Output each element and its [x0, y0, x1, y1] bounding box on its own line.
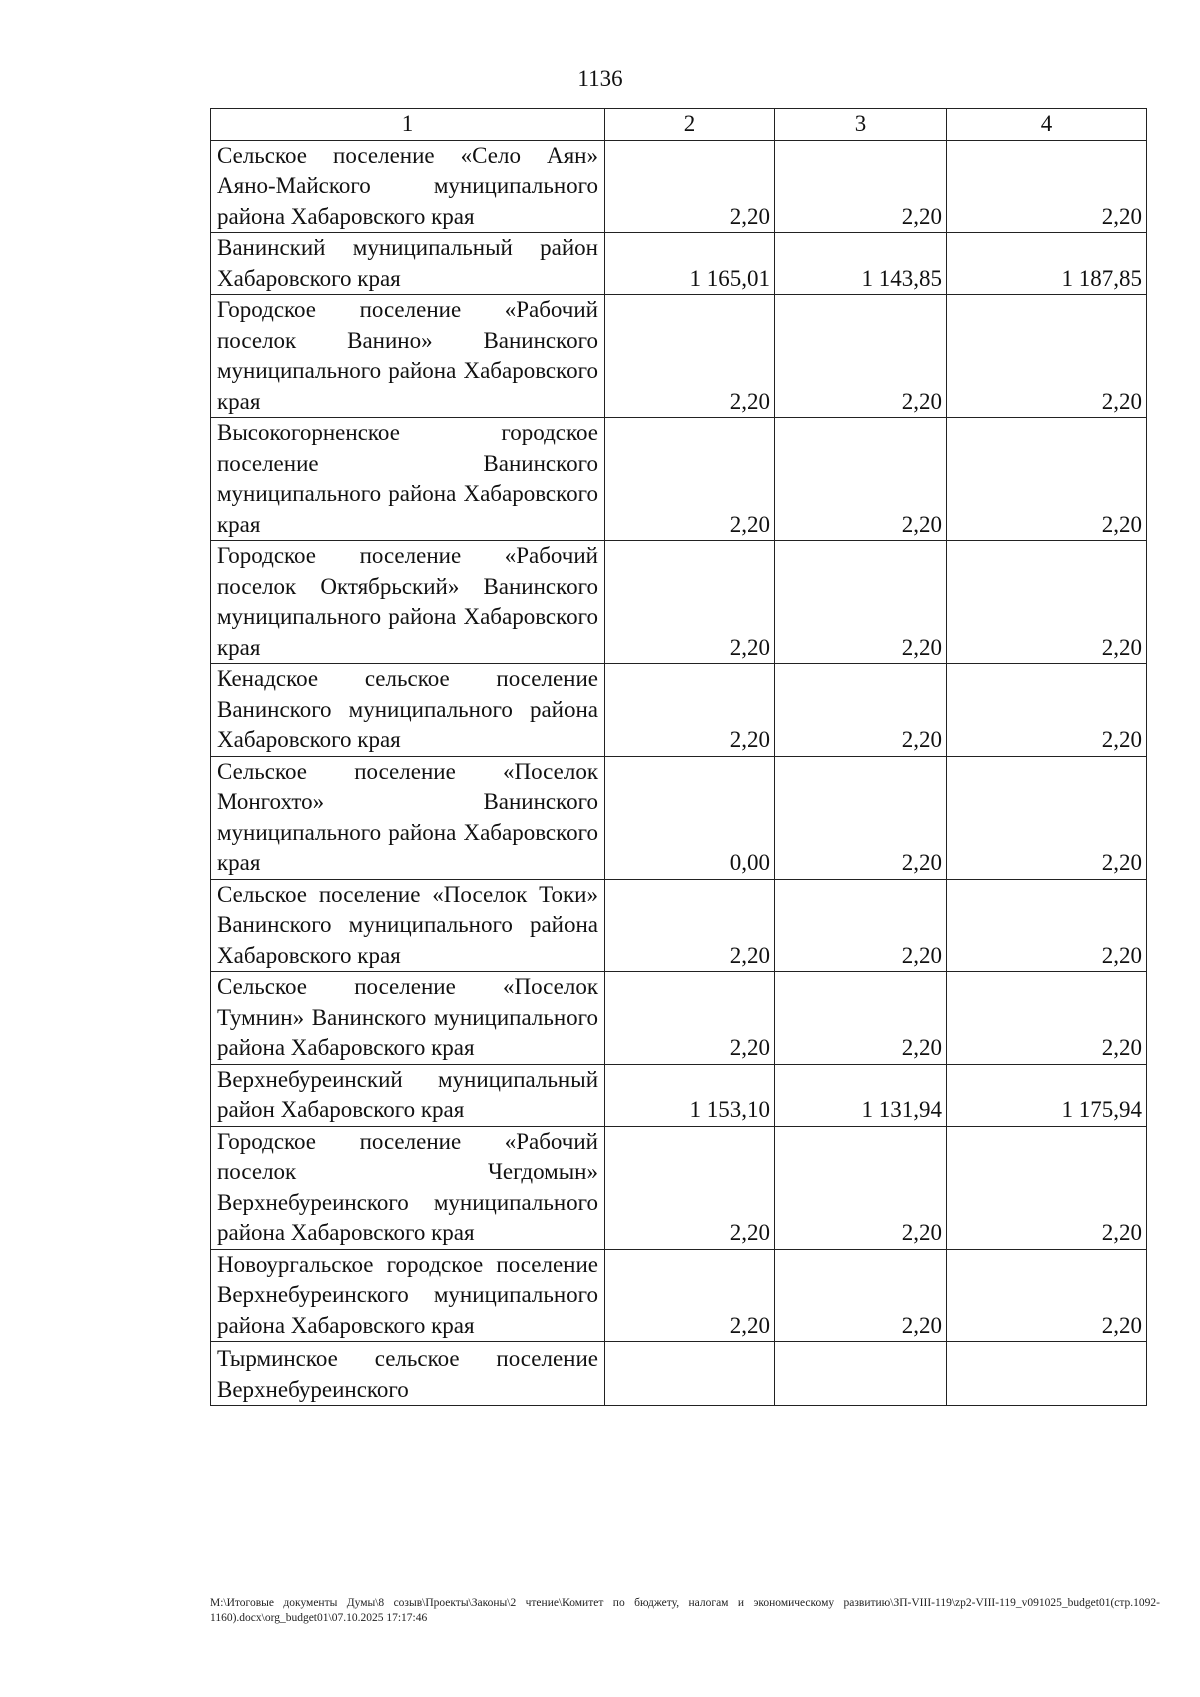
- municipality-name-cell: Сельское поселение «Поселок Токи» Ванинского муниципального района Хабаровского края: [211, 879, 605, 972]
- column-header-4: 4: [947, 109, 1147, 141]
- value-col3-cell: 2,20: [775, 972, 947, 1065]
- value-col2-cell: 1 165,01: [605, 233, 775, 295]
- municipality-name-cell: Верхнебуреинский муниципальный район Хабаровского края: [211, 1064, 605, 1126]
- value-col4-cell: 2,20: [947, 418, 1147, 541]
- page-number: 1136: [577, 66, 623, 91]
- value-col2-cell: 2,20: [605, 295, 775, 418]
- column-header-3: 3: [775, 109, 947, 141]
- value-col2-cell: 2,20: [605, 541, 775, 664]
- value-col3-cell: 2,20: [775, 541, 947, 664]
- value-col2-cell: 2,20: [605, 1126, 775, 1249]
- value-col4-cell: [947, 1342, 1147, 1406]
- column-header-1: 1: [211, 109, 605, 141]
- table-row: [211, 1249, 1147, 1342]
- value-col3-cell: 2,20: [775, 418, 947, 541]
- table-row: [211, 972, 1147, 1065]
- value-col2-cell: 2,20: [605, 879, 775, 972]
- file-path-footer: M:\Итоговые документы Думы\8 созыв\Проекты\Законы\2 чтение\Комитет по бюджету, налогам и экономическому развитию\ЗП-VIII-119\zp2-VIII-119_v091025_budget01(стр.1092-1160).docx\org_budget01\07.10.2025 17:17:46: [210, 1597, 1160, 1624]
- value-col3-cell: 2,20: [775, 140, 947, 233]
- municipality-name-cell: Высокогорненское городское поселение Ванинского муниципального района Хабаровского края: [211, 418, 605, 541]
- municipality-name-cell: Городское поселение «Рабочий поселок Ванино» Ванинского муниципального района Хабаровского края: [211, 295, 605, 418]
- value-col2-cell: 2,20: [605, 664, 775, 757]
- municipality-name-cell: Городское поселение «Рабочий поселок Чегдомын» Верхнебуреинского муниципального района Хабаровского края: [211, 1126, 605, 1249]
- municipality-name-cell: Сельское поселение «Поселок Монгохто» Ванинского муниципального района Хабаровского края: [211, 756, 605, 879]
- municipality-name-cell: Кенадское сельское поселение Ванинского муниципального района Хабаровского края: [211, 664, 605, 757]
- table-body: [211, 140, 1147, 1406]
- value-col3-cell: 1 143,85: [775, 233, 947, 295]
- table-row: [211, 1342, 1147, 1406]
- table-row: [211, 1064, 1147, 1126]
- value-col2-cell: [605, 1342, 775, 1406]
- value-col4-cell: 1 187,85: [947, 233, 1147, 295]
- municipality-name-cell: Сельское поселение «Село Аян» Аяно-Майского муниципального района Хабаровского края: [211, 140, 605, 233]
- value-col3-cell: 2,20: [775, 664, 947, 757]
- value-col4-cell: 2,20: [947, 140, 1147, 233]
- value-col4-cell: 2,20: [947, 664, 1147, 757]
- value-col4-cell: 2,20: [947, 1126, 1147, 1249]
- column-header-2: 2: [605, 109, 775, 141]
- value-col4-cell: 2,20: [947, 295, 1147, 418]
- value-col4-cell: 2,20: [947, 972, 1147, 1065]
- value-col3-cell: 2,20: [775, 1126, 947, 1249]
- value-col3-cell: 2,20: [775, 295, 947, 418]
- value-col3-cell: [775, 1342, 947, 1406]
- municipality-name-cell: Сельское поселение «Поселок Тумнин» Ванинского муниципального района Хабаровского края: [211, 972, 605, 1065]
- table-row: [211, 664, 1147, 757]
- municipality-name-cell: Городское поселение «Рабочий поселок Октябрьский» Ванинского муниципального района Хабаровского края: [211, 541, 605, 664]
- table-row: [211, 1126, 1147, 1249]
- table-row: [211, 233, 1147, 295]
- value-col2-cell: 2,20: [605, 140, 775, 233]
- table-row: [211, 541, 1147, 664]
- value-col2-cell: 2,20: [605, 972, 775, 1065]
- value-col2-cell: 0,00: [605, 756, 775, 879]
- value-col3-cell: 1 131,94: [775, 1064, 947, 1126]
- value-col3-cell: 2,20: [775, 879, 947, 972]
- table-row: [211, 140, 1147, 233]
- table-row: [211, 295, 1147, 418]
- value-col3-cell: 2,20: [775, 756, 947, 879]
- value-col3-cell: 2,20: [775, 1249, 947, 1342]
- value-col4-cell: 1 175,94: [947, 1064, 1147, 1126]
- table-header-row: [211, 109, 1147, 141]
- municipality-name-cell: Тырминское сельское поселение Верхнебуреинского: [211, 1342, 605, 1406]
- value-col2-cell: 1 153,10: [605, 1064, 775, 1126]
- budget-table: [210, 108, 1147, 1406]
- table-row: [211, 756, 1147, 879]
- table-row: [211, 879, 1147, 972]
- value-col2-cell: 2,20: [605, 1249, 775, 1342]
- value-col4-cell: 2,20: [947, 541, 1147, 664]
- value-col4-cell: 2,20: [947, 879, 1147, 972]
- value-col4-cell: 2,20: [947, 1249, 1147, 1342]
- value-col2-cell: 2,20: [605, 418, 775, 541]
- table-row: [211, 418, 1147, 541]
- value-col4-cell: 2,20: [947, 756, 1147, 879]
- municipality-name-cell: Новоургальское городское поселение Верхнебуреинского муниципального района Хабаровского края: [211, 1249, 605, 1342]
- municipality-name-cell: Ванинский муниципальный район Хабаровского края: [211, 233, 605, 295]
